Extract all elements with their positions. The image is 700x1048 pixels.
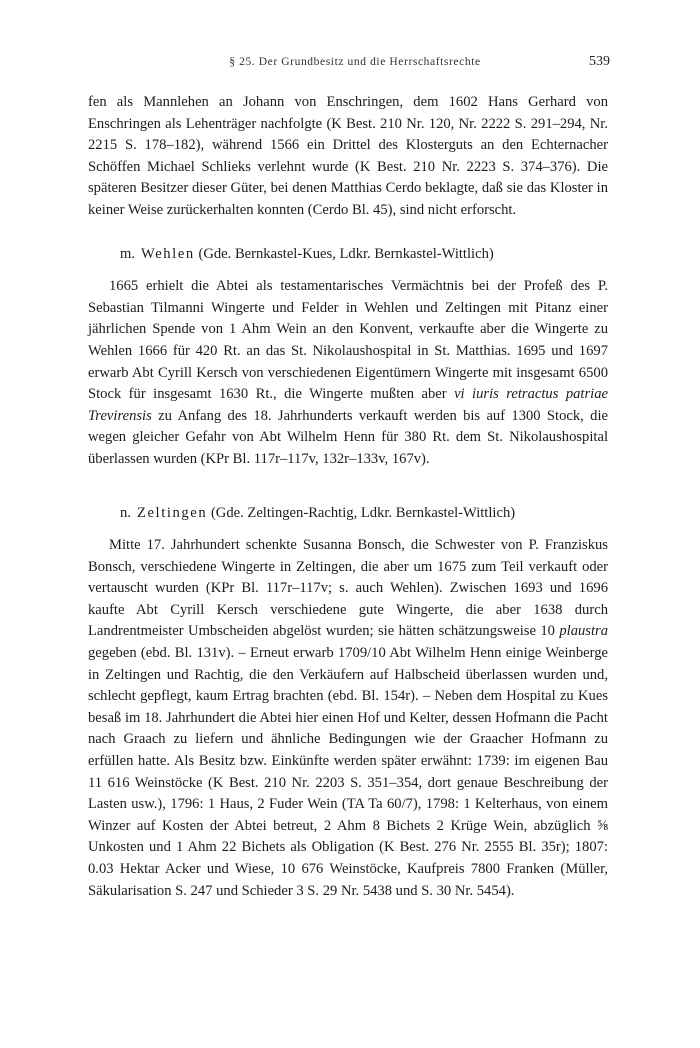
page-number: 539 xyxy=(589,54,610,69)
paragraph-text: 1665 erhielt die Abtei als testamentarisches Vermächtnis bei der Profeß des P. Sebastian Tilmanni Wingerte und Felder in Wehlen und Zeltingen mit Pitanz einer jährlichen Spende von 1 Ahm Wein an den Konvent, verkaufte aber die Wingerte zu Wehlen 1666 für 420 Rt. an das St. Nikolaushospital in St. Matthias. 1695 und 1697 erwarb Abt Cyrill Kersch von verschiedenen Eigentümern Wingerte mit insgesamt 6500 Stock für insgesamt 1630 Rt., die Wingerte mußten aber xyxy=(88,278,608,403)
section-label: m. xyxy=(120,245,135,262)
section-heading-wehlen xyxy=(88,244,608,266)
section-place-name: Wehlen xyxy=(141,245,195,262)
section-label: n. xyxy=(120,504,131,521)
paragraph-wehlen xyxy=(88,276,608,470)
running-head: § 25. Der Grundbesitz und die Herrschaftsrechte xyxy=(229,56,481,68)
paragraph-text: Mitte 17. Jahrhundert schenkte Susanna Bonsch, die Schwester von P. Franziskus Bonsch, verschiedene Wingerte in Zeltingen, die aber um 1675 zum Teil verkauft oder vertauscht wurden (KPr Bl. 117r–117v; s. auch Wehlen). Zwischen 1693 und 1696 kaufte Abt Cyrill Kersch verschiedene gute Wingerte, die aber 1638 durch Landrentmeister Umbscheiden abgelöst wurden; sie hätten schätzungsweise 10 xyxy=(88,537,608,640)
section-place-name: Zeltingen xyxy=(136,504,208,521)
paragraph-text: gegeben (ebd. Bl. 131v). – Erneut erwarb 1709/10 Abt Wilhelm Henn einige Weinberge in Zeltingen und Rachtig, die den Verkäufern auf Halbscheid überlassen wurden und, schlecht gepflegt, kaum Ertrag brachten (ebd. Bl. 154r). – Neben dem Hospital zu Kues besaß im 18. Jahrhundert die Abtei hier einen Hof und Kelter, dessen Hofmann die Pacht nach Graach zu liefern und ähnliche Bedingungen wie der Graacher Hofmann zu erfüllen hatte. Als Besitz bzw. Einkünfte werden später erwähnt: 1739: im eigenen Bau 11 616 Weinstöcke (K Best. 210 Nr. 2203 S. 351–354, dort genaue Beschreibung der Lasten usw.), 1796: 1 Haus, 2 Fuder Wein (TA Ta 60/7), 1798: 1 Kelterhaus, von einem Winzer auf Kosten der Abtei betreut, 2 Ahm 8 Bichets 2 Krüge Wein, abzüglich ⅝ Unkosten und 1 Ahm 22 Bichets als Obligation (K Best. 276 Nr. 2555 Bl. 35r); 1807: 0.03 Hektar Acker und Wiese, 10 676 Weinstöcke, Kaufpreis 7800 Franken (Müller, Säkularisation S. 247 und Schieder 3 S. 29 Nr. 5438 und S. 30 Nr. 5454). xyxy=(88,645,608,899)
latin-term: plaustra xyxy=(559,623,609,640)
section-place-detail: (Gde. Bernkastel-Kues, Ldkr. Bernkastel-Wittlich) xyxy=(198,245,494,262)
main-text xyxy=(88,92,608,902)
latin-phrase: vi iuris retractus patriae Trevirensis xyxy=(88,386,608,424)
section-heading-zeltingen xyxy=(88,503,608,525)
paragraph-text: zu Anfang des 18. Jahrhunderts verkauft werden bis auf 1300 Stock, die wegen gleicher Gefahr von Abt Wilhelm Henn für 380 Rt. dem St. Nikolaushospital überlassen wurden (KPr Bl. 117r–117v, 132r–133v, 167v). xyxy=(88,407,608,467)
section-place-detail: (Gde. Zeltingen-Rachtig, Ldkr. Bernkastel-Wittlich) xyxy=(210,504,516,521)
paragraph-zeltingen xyxy=(88,535,608,902)
continuation-paragraph: fen als Mannlehen an Johann von Enschringen, dem 1602 Hans Gerhard von Enschringen als Lehenträger nachfolgte (K Best. 210 Nr. 120, Nr. 2222 S. 291–294, Nr. 2215 S. 178–182), während 1566 ein Drittel des Klosterguts an den Echternacher Schöffen Michael Schlieks verlehnt wurde (K Best. 210 Nr. 2223 S. 374–376). Die späteren Besitzer dieser Güter, bei denen Matthias Cerdo beklagte, daß sie das Kloster in keiner Weise zurückerhalten konnten (Cerdo Bl. 45), sind nicht erforscht. xyxy=(88,94,608,218)
